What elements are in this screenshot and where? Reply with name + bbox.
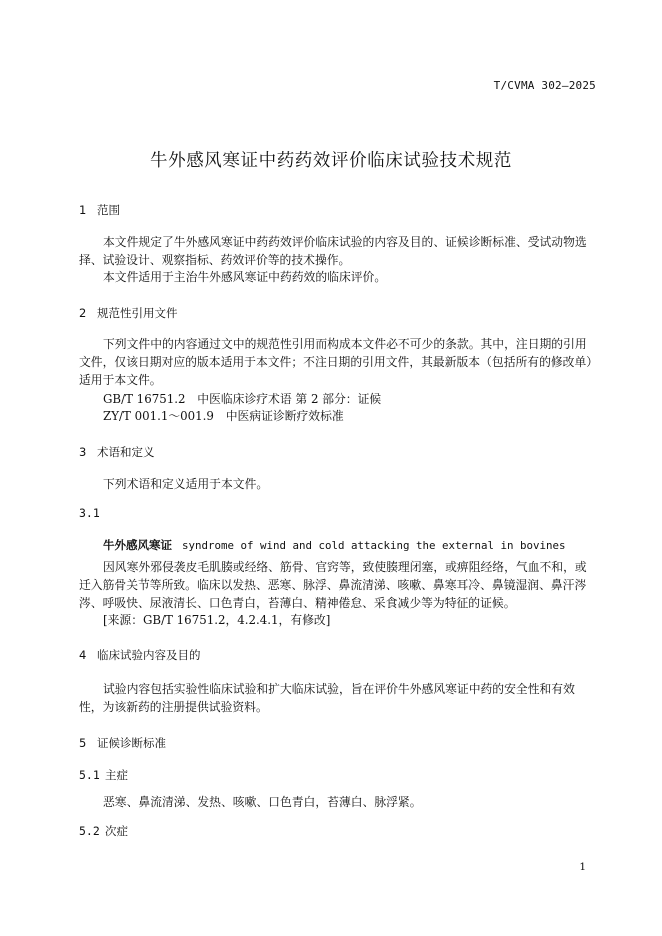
subsection-5-2-heading [79, 823, 128, 839]
section-2-paragraph-1: 下列文件中的内容通过文中的规范性引用而构成本文件必不可少的条款。其中，注日期的引用文件，仅该日期对应的版本适用于本文件；不注日期的引用文件，其最新版本（包括所有的修改单）适用于本文件。 [79, 337, 593, 387]
section-5-heading [79, 735, 166, 751]
section-title: 规范性引用文件 [97, 306, 178, 320]
section-title: 证候诊断标准 [97, 736, 166, 750]
term-source: [来源：GB/T 16751.2，4.2.4.1，有修改] [103, 613, 331, 627]
subsection-5-1-text: 恶寒、鼻流清涕、发热、咳嗽、口色青白，苔薄白、脉浮紧。 [103, 795, 422, 809]
section-2-heading [79, 305, 178, 321]
section-title: 范围 [97, 203, 120, 217]
section-4-paragraph-1: 试验内容包括实验性临床试验和扩大临床试验，旨在评价牛外感风寒证中药的安全性和有效性，为该新药的注册提供试验资料。 [79, 682, 575, 714]
page-number: 1 [579, 861, 586, 873]
subsection-title: 主症 [105, 768, 128, 782]
subsection-title: 次症 [105, 824, 128, 838]
term-chinese: 牛外感风寒证 [103, 538, 172, 552]
section-title: 术语和定义 [97, 445, 155, 459]
section-1-paragraph-2: 本文件适用于主治牛外感风寒证中药药效的临床评价。 [103, 270, 387, 284]
section-title: 临床试验内容及目的 [97, 648, 201, 662]
normative-reference: ZY/T 001.1～001.9 中医病证诊断疗效标准 [103, 409, 344, 423]
standard-number: T/CVMA 302—2025 [493, 79, 596, 92]
section-number: 4 [79, 648, 87, 662]
subsection-3-1-number: 3.1 [79, 506, 100, 520]
section-1-heading [79, 202, 120, 218]
section-3-paragraph-1: 下列术语和定义适用于本文件。 [103, 477, 269, 491]
term-entry [103, 537, 566, 553]
subsection-number: 5.2 [79, 824, 100, 838]
section-1-paragraph-1: 本文件规定了牛外感风寒证中药药效评价临床试验的内容及目的、证候诊断标准、受试动物选择、试验设计、观察指标、药效评价等的技术操作。 [79, 235, 587, 267]
subsection-number: 5.1 [79, 768, 100, 782]
section-number: 1 [79, 203, 87, 217]
section-3-heading [79, 444, 155, 460]
section-number: 3 [79, 445, 87, 459]
section-4-heading [79, 647, 201, 663]
section-number: 2 [79, 306, 87, 320]
term-english: syndrome of wind and cold attacking the external in bovines [182, 539, 566, 552]
normative-reference: GB/T 16751.2 中医临床诊疗术语 第 2 部分：证候 [103, 392, 382, 406]
subsection-5-1-heading [79, 767, 128, 783]
document-title: 牛外感风寒证中药药效评价临床试验技术规范 [150, 151, 512, 171]
section-number: 5 [79, 736, 87, 750]
term-definition: 因风寒外邪侵袭皮毛肌腠或经络、筋骨、官窍等，致使腠理闭塞，或痹阻经络，气血不和，或迁入筋骨关节等所致。临床以发热、恶寒、脉浮、鼻流清涕、咳嗽、鼻寒耳冷、鼻镜湿润、鼻汗涔涔、呼吸快、尿液清长、口色青白，苔薄白、精神倦怠、采食减少等为特征的证候。 [79, 560, 587, 610]
